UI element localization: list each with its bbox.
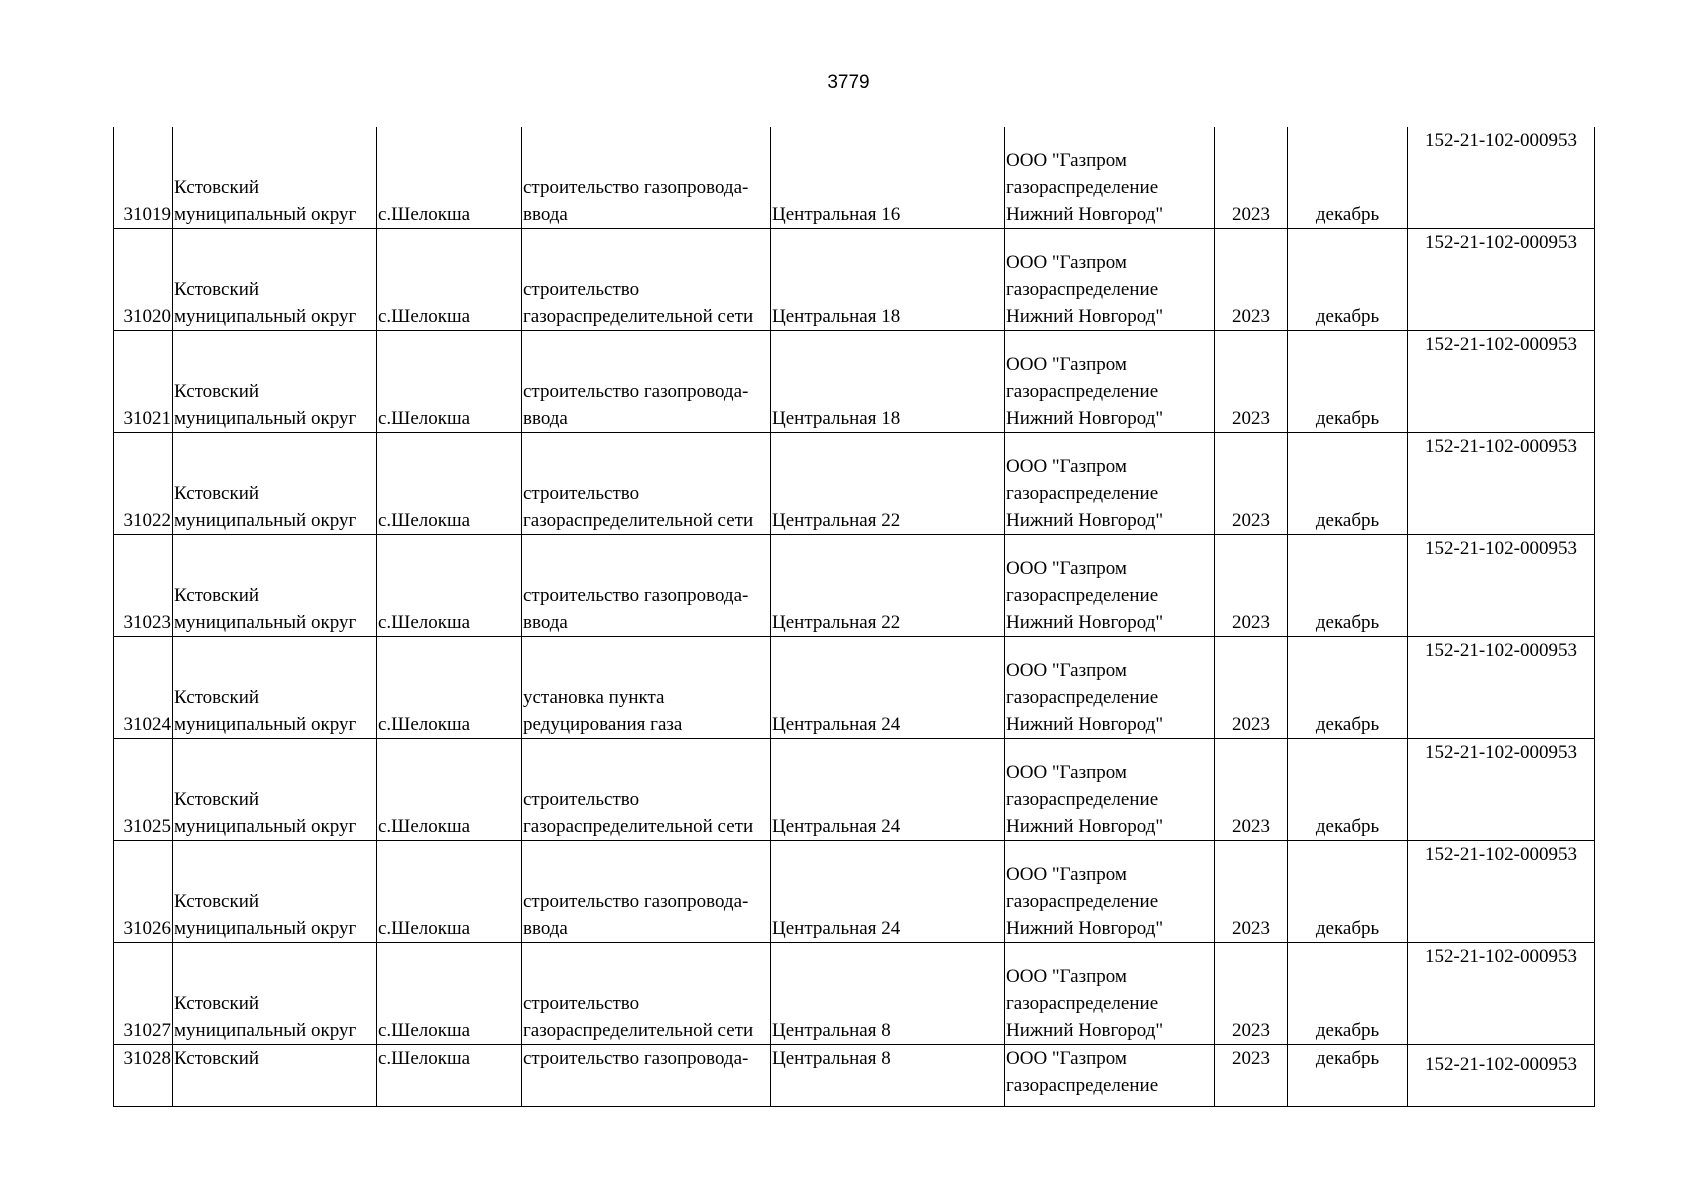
- year-cell: [1215, 1045, 1288, 1107]
- work-type-line: газораспределительной сети: [523, 510, 754, 531]
- work-type-cell: [522, 331, 771, 433]
- settlement: с.Шелокша: [378, 816, 471, 837]
- address-cell: [771, 739, 1005, 841]
- document-number: 152-21-102-000953: [1425, 844, 1577, 865]
- work-type-cell: [522, 637, 771, 739]
- table-row: [114, 127, 1595, 229]
- organization-line: Нижний Новгород": [1006, 1020, 1164, 1041]
- month: декабрь: [1315, 510, 1380, 531]
- address: Центральная 24: [772, 816, 901, 837]
- district-cell: [173, 637, 377, 739]
- work-type-line: строительство: [523, 279, 640, 300]
- table-row: [114, 637, 1595, 739]
- work-type-cell: [522, 433, 771, 535]
- organization-line: Нижний Новгород": [1006, 714, 1164, 735]
- address: Центральная 18: [772, 306, 901, 327]
- year: 2023: [1232, 408, 1270, 429]
- organization-cell: [1005, 331, 1215, 433]
- month-cell: [1288, 637, 1408, 739]
- district-line: Кстовский: [174, 1048, 260, 1069]
- month: декабрь: [1315, 816, 1380, 837]
- work-type-line: строительство газопровода-: [523, 381, 749, 402]
- organization-line: Нижний Новгород": [1006, 612, 1164, 633]
- organization-line: Нижний Новгород": [1006, 816, 1164, 837]
- organization-line: ООО "Газпром: [1006, 150, 1127, 171]
- address-cell: [771, 841, 1005, 943]
- work-type-line: строительство: [523, 789, 640, 810]
- year: 2023: [1232, 918, 1270, 939]
- gas-works-table: [113, 127, 1595, 1107]
- district-line: Кстовский: [174, 993, 260, 1014]
- address-cell: [771, 535, 1005, 637]
- document-number-cell: [1408, 127, 1595, 229]
- month-cell: [1288, 841, 1408, 943]
- month-cell: [1288, 1045, 1408, 1107]
- row-number: 31021: [123, 408, 171, 429]
- organization-cell: [1005, 637, 1215, 739]
- settlement-cell: [377, 739, 522, 841]
- organization-line: ООО "Газпром: [1006, 1048, 1127, 1069]
- document-number-cell: [1408, 841, 1595, 943]
- year-cell: [1215, 535, 1288, 637]
- settlement-cell: [377, 229, 522, 331]
- work-type-line: строительство газопровода-: [523, 1048, 749, 1069]
- organization-line: газораспределение: [1006, 483, 1159, 504]
- year-cell: [1215, 433, 1288, 535]
- organization-line: газораспределение: [1006, 993, 1159, 1014]
- row-number-cell: [114, 637, 173, 739]
- organization-line: газораспределение: [1006, 891, 1159, 912]
- address-cell: [771, 943, 1005, 1045]
- work-type-line: ввода: [523, 918, 568, 939]
- document-number-cell: [1408, 229, 1595, 331]
- settlement: с.Шелокша: [378, 1048, 471, 1069]
- settlement-cell: [377, 637, 522, 739]
- address: Центральная 8: [772, 1048, 891, 1069]
- organization-line: Нижний Новгород": [1006, 918, 1164, 939]
- settlement: с.Шелокша: [378, 204, 471, 225]
- district-line: муниципальный округ: [174, 714, 357, 735]
- year-cell: [1215, 127, 1288, 229]
- document-number: 152-21-102-000953: [1425, 334, 1577, 355]
- address: Центральная 22: [772, 612, 901, 633]
- row-number-cell: [114, 331, 173, 433]
- organization-line: Нижний Новгород": [1006, 408, 1164, 429]
- address: Центральная 24: [772, 714, 901, 735]
- row-number: 31022: [123, 510, 171, 531]
- organization-line: газораспределение: [1006, 585, 1159, 606]
- address-cell: [771, 331, 1005, 433]
- page-number: 3779: [827, 72, 870, 93]
- district-line: муниципальный округ: [174, 918, 357, 939]
- month: декабрь: [1315, 918, 1380, 939]
- month-cell: [1288, 127, 1408, 229]
- document-number: 152-21-102-000953: [1425, 946, 1577, 967]
- district-line: Кстовский: [174, 891, 260, 912]
- organization-line: газораспределение: [1006, 177, 1159, 198]
- address-cell: [771, 229, 1005, 331]
- organization-cell: [1005, 943, 1215, 1045]
- row-number: 31028: [123, 1048, 171, 1069]
- month: декабрь: [1315, 612, 1380, 633]
- year: 2023: [1232, 1020, 1270, 1041]
- district-line: Кстовский: [174, 483, 260, 504]
- year-cell: [1215, 841, 1288, 943]
- row-number-cell: [114, 739, 173, 841]
- document-number: 152-21-102-000953: [1425, 436, 1577, 457]
- row-number-cell: [114, 1045, 173, 1107]
- settlement: с.Шелокша: [378, 1020, 471, 1041]
- address-cell: [771, 433, 1005, 535]
- year: 2023: [1232, 306, 1270, 327]
- table-row: [114, 433, 1595, 535]
- year: 2023: [1232, 204, 1270, 225]
- district-line: муниципальный округ: [174, 408, 357, 429]
- year-cell: [1215, 739, 1288, 841]
- work-type-line: строительство газопровода-: [523, 891, 749, 912]
- document-number-cell: [1408, 433, 1595, 535]
- district-cell: [173, 943, 377, 1045]
- document-number-cell: [1408, 1045, 1595, 1107]
- row-number-cell: [114, 127, 173, 229]
- organization-cell: [1005, 535, 1215, 637]
- address: Центральная 18: [772, 408, 901, 429]
- row-number-cell: [114, 841, 173, 943]
- settlement: с.Шелокша: [378, 408, 471, 429]
- month-cell: [1288, 943, 1408, 1045]
- organization-line: газораспределение: [1006, 687, 1159, 708]
- organization-line: ООО "Газпром: [1006, 660, 1127, 681]
- district-line: муниципальный округ: [174, 510, 357, 531]
- district-line: муниципальный округ: [174, 612, 357, 633]
- document-number-cell: [1408, 637, 1595, 739]
- table-row: [114, 535, 1595, 637]
- table-row: [114, 229, 1595, 331]
- work-type-line: установка пункта: [523, 687, 665, 708]
- row-number: 31019: [123, 204, 171, 225]
- work-type-cell: [522, 739, 771, 841]
- year-cell: [1215, 229, 1288, 331]
- month-cell: [1288, 229, 1408, 331]
- organization-cell: [1005, 433, 1215, 535]
- year: 2023: [1232, 612, 1270, 633]
- work-type-line: строительство газопровода-: [523, 177, 749, 198]
- settlement: с.Шелокша: [378, 918, 471, 939]
- district-line: муниципальный округ: [174, 1020, 357, 1041]
- work-type-cell: [522, 1045, 771, 1107]
- organization-cell: [1005, 841, 1215, 943]
- district-line: муниципальный округ: [174, 306, 357, 327]
- settlement-cell: [377, 433, 522, 535]
- address: Центральная 16: [772, 204, 901, 225]
- year: 2023: [1232, 816, 1270, 837]
- organization-line: газораспределение: [1006, 789, 1159, 810]
- table-body: [114, 127, 1595, 1107]
- row-number: 31026: [123, 918, 171, 939]
- work-type-line: строительство: [523, 993, 640, 1014]
- year: 2023: [1232, 1048, 1270, 1069]
- address-cell: [771, 127, 1005, 229]
- district-line: Кстовский: [174, 687, 260, 708]
- work-type-cell: [522, 841, 771, 943]
- month: декабрь: [1315, 306, 1380, 327]
- organization-cell: [1005, 1045, 1215, 1107]
- work-type-cell: [522, 535, 771, 637]
- year: 2023: [1232, 714, 1270, 735]
- work-type-line: газораспределительной сети: [523, 1020, 754, 1041]
- year-cell: [1215, 331, 1288, 433]
- address-cell: [771, 637, 1005, 739]
- organization-line: ООО "Газпром: [1006, 762, 1127, 783]
- organization-line: ООО "Газпром: [1006, 354, 1127, 375]
- document-number-cell: [1408, 535, 1595, 637]
- month: декабрь: [1315, 714, 1380, 735]
- organization-line: Нижний Новгород": [1006, 204, 1164, 225]
- organization-line: ООО "Газпром: [1006, 864, 1127, 885]
- year-cell: [1215, 637, 1288, 739]
- address: Центральная 22: [772, 510, 901, 531]
- address: Центральная 24: [772, 918, 901, 939]
- row-number-cell: [114, 535, 173, 637]
- organization-line: ООО "Газпром: [1006, 966, 1127, 987]
- district-cell: [173, 127, 377, 229]
- row-number: 31023: [123, 612, 171, 633]
- table-row: [114, 739, 1595, 841]
- settlement-cell: [377, 841, 522, 943]
- month-cell: [1288, 535, 1408, 637]
- document-number-cell: [1408, 331, 1595, 433]
- month-cell: [1288, 739, 1408, 841]
- document-number: 152-21-102-000953: [1425, 538, 1577, 559]
- month: декабрь: [1315, 408, 1380, 429]
- row-number-cell: [114, 433, 173, 535]
- month-cell: [1288, 433, 1408, 535]
- work-type-line: строительство: [523, 483, 640, 504]
- organization-line: ООО "Газпром: [1006, 558, 1127, 579]
- district-line: муниципальный округ: [174, 204, 357, 225]
- organization-line: ООО "Газпром: [1006, 252, 1127, 273]
- district-cell: [173, 331, 377, 433]
- settlement-cell: [377, 127, 522, 229]
- work-type-line: ввода: [523, 408, 568, 429]
- month: декабрь: [1315, 1048, 1380, 1069]
- organization-line: газораспределение: [1006, 381, 1159, 402]
- district-line: Кстовский: [174, 585, 260, 606]
- table-row: [114, 943, 1595, 1045]
- work-type-cell: [522, 127, 771, 229]
- document-number-cell: [1408, 943, 1595, 1045]
- year-cell: [1215, 943, 1288, 1045]
- work-type-cell: [522, 943, 771, 1045]
- settlement-cell: [377, 535, 522, 637]
- district-cell: [173, 535, 377, 637]
- work-type-line: газораспределительной сети: [523, 816, 754, 837]
- organization-line: ООО "Газпром: [1006, 456, 1127, 477]
- row-number-cell: [114, 229, 173, 331]
- organization-cell: [1005, 229, 1215, 331]
- row-number: 31027: [123, 1020, 171, 1041]
- district-cell: [173, 841, 377, 943]
- month: декабрь: [1315, 1020, 1380, 1041]
- row-number: 31025: [123, 816, 171, 837]
- work-type-line: ввода: [523, 204, 568, 225]
- organization-line: Нижний Новгород": [1006, 306, 1164, 327]
- address-cell: [771, 1045, 1005, 1107]
- settlement-cell: [377, 331, 522, 433]
- table-row: [114, 331, 1595, 433]
- row-number: 31024: [123, 714, 171, 735]
- district-line: Кстовский: [174, 789, 260, 810]
- organization-cell: [1005, 739, 1215, 841]
- document-number: 152-21-102-000953: [1425, 640, 1577, 661]
- table-row: [114, 1045, 1595, 1107]
- settlement: с.Шелокша: [378, 306, 471, 327]
- work-type-line: строительство газопровода-: [523, 585, 749, 606]
- district-line: Кстовский: [174, 177, 260, 198]
- settlement-cell: [377, 943, 522, 1045]
- district-cell: [173, 229, 377, 331]
- organization-cell: [1005, 127, 1215, 229]
- document-number: 152-21-102-000953: [1425, 742, 1577, 763]
- settlement: с.Шелокша: [378, 714, 471, 735]
- organization-line: Нижний Новгород": [1006, 510, 1164, 531]
- address: Центральная 8: [772, 1020, 891, 1041]
- district-line: Кстовский: [174, 381, 260, 402]
- work-type-line: газораспределительной сети: [523, 306, 754, 327]
- table-row: [114, 841, 1595, 943]
- document-number-cell: [1408, 739, 1595, 841]
- document-number: 152-21-102-000953: [1425, 1054, 1577, 1075]
- district-line: муниципальный округ: [174, 816, 357, 837]
- district-cell: [173, 1045, 377, 1107]
- organization-line: газораспределение: [1006, 1075, 1159, 1096]
- settlement: с.Шелокша: [378, 612, 471, 633]
- row-number: 31020: [123, 306, 171, 327]
- month: декабрь: [1315, 204, 1380, 225]
- organization-line: газораспределение: [1006, 279, 1159, 300]
- row-number-cell: [114, 943, 173, 1045]
- settlement: с.Шелокша: [378, 510, 471, 531]
- work-type-line: редуцирования газа: [523, 714, 683, 735]
- district-line: Кстовский: [174, 279, 260, 300]
- settlement-cell: [377, 1045, 522, 1107]
- district-cell: [173, 739, 377, 841]
- district-cell: [173, 433, 377, 535]
- document-number: 152-21-102-000953: [1425, 232, 1577, 253]
- year: 2023: [1232, 510, 1270, 531]
- work-type-cell: [522, 229, 771, 331]
- work-type-line: ввода: [523, 612, 568, 633]
- document-number: 152-21-102-000953: [1425, 130, 1577, 151]
- month-cell: [1288, 331, 1408, 433]
